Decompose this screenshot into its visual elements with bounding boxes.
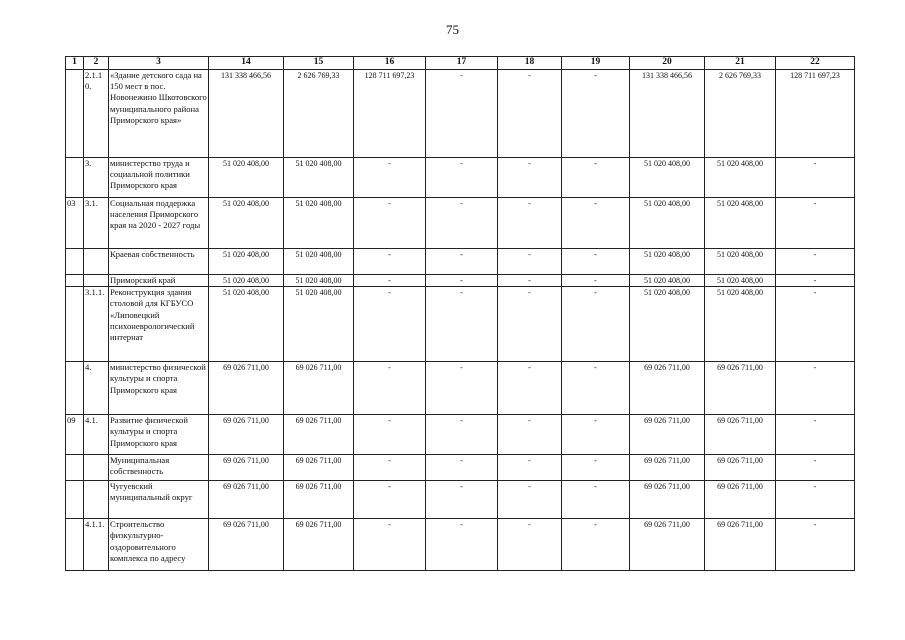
amount-cell: -: [562, 415, 630, 455]
amount-cell: -: [426, 249, 498, 275]
column-header: 16: [354, 57, 426, 70]
amount-cell: -: [498, 158, 562, 198]
amount-cell: -: [354, 275, 426, 287]
amount-cell: 51 020 408,00: [284, 275, 354, 287]
amount-cell: -: [426, 362, 498, 415]
amount-cell: 51 020 408,00: [209, 287, 284, 362]
amount-cell: 69 026 711,00: [284, 415, 354, 455]
amount-cell: 69 026 711,00: [209, 455, 284, 481]
item-name-cell: Социальная поддержка населения Приморского края на 2020 - 2027 годы: [109, 198, 209, 249]
amount-cell: 69 026 711,00: [705, 362, 776, 415]
amount-cell: -: [562, 519, 630, 571]
amount-cell: 51 020 408,00: [209, 198, 284, 249]
amount-cell: 51 020 408,00: [630, 287, 705, 362]
amount-cell: -: [562, 158, 630, 198]
table-row: [66, 198, 855, 249]
amount-cell: -: [776, 415, 855, 455]
amount-cell: -: [776, 249, 855, 275]
amount-cell: -: [354, 158, 426, 198]
amount-cell: 69 026 711,00: [705, 415, 776, 455]
amount-cell: -: [498, 249, 562, 275]
column-header: 22: [776, 57, 855, 70]
amount-cell: 69 026 711,00: [209, 519, 284, 571]
column-header: 2: [84, 57, 109, 70]
budget-table: [65, 56, 855, 571]
amount-cell: 51 020 408,00: [284, 249, 354, 275]
table-row: [66, 249, 855, 275]
amount-cell: 69 026 711,00: [284, 455, 354, 481]
amount-cell: 128 711 697,23: [776, 70, 855, 158]
amount-cell: 51 020 408,00: [630, 158, 705, 198]
amount-cell: -: [498, 415, 562, 455]
amount-cell: 69 026 711,00: [705, 455, 776, 481]
column-header: 17: [426, 57, 498, 70]
section-code-cell: [66, 481, 84, 519]
item-name-cell: Развитие физической культуры и спорта Приморского края: [109, 415, 209, 455]
table-row: [66, 415, 855, 455]
amount-cell: 131 338 466,56: [630, 70, 705, 158]
amount-cell: -: [354, 481, 426, 519]
item-name-cell: министерство физической культуры и спорта Приморского края: [109, 362, 209, 415]
section-code-cell: [66, 362, 84, 415]
amount-cell: 69 026 711,00: [630, 519, 705, 571]
amount-cell: 69 026 711,00: [284, 519, 354, 571]
amount-cell: -: [776, 481, 855, 519]
table-row: [66, 70, 855, 158]
column-header: 21: [705, 57, 776, 70]
amount-cell: 69 026 711,00: [209, 362, 284, 415]
item-name-cell: министерство труда и социальной политики Приморского края: [109, 158, 209, 198]
section-code-cell: [66, 287, 84, 362]
amount-cell: 51 020 408,00: [630, 275, 705, 287]
amount-cell: -: [426, 70, 498, 158]
amount-cell: 51 020 408,00: [209, 275, 284, 287]
amount-cell: -: [354, 519, 426, 571]
amount-cell: -: [776, 362, 855, 415]
item-name-cell: Приморский край: [109, 275, 209, 287]
amount-cell: -: [776, 275, 855, 287]
item-number-cell: 4.: [84, 362, 109, 415]
table-row: [66, 455, 855, 481]
amount-cell: -: [354, 415, 426, 455]
item-number-cell: [84, 455, 109, 481]
amount-cell: 69 026 711,00: [284, 362, 354, 415]
amount-cell: -: [562, 287, 630, 362]
amount-cell: -: [562, 70, 630, 158]
column-header: 20: [630, 57, 705, 70]
item-number-cell: 2.1.1 0.: [84, 70, 109, 158]
table-row: [66, 287, 855, 362]
amount-cell: -: [562, 198, 630, 249]
table-row: [66, 362, 855, 415]
amount-cell: -: [426, 287, 498, 362]
amount-cell: 2 626 769,33: [284, 70, 354, 158]
amount-cell: 131 338 466,56: [209, 70, 284, 158]
amount-cell: -: [776, 455, 855, 481]
item-number-cell: [84, 481, 109, 519]
amount-cell: 51 020 408,00: [630, 198, 705, 249]
amount-cell: -: [498, 287, 562, 362]
amount-cell: -: [426, 519, 498, 571]
header-row: [66, 57, 855, 70]
amount-cell: -: [354, 249, 426, 275]
amount-cell: 69 026 711,00: [705, 481, 776, 519]
amount-cell: 51 020 408,00: [630, 249, 705, 275]
table-row: [66, 158, 855, 198]
amount-cell: 51 020 408,00: [284, 198, 354, 249]
column-header: 1: [66, 57, 84, 70]
page-number: 75: [446, 22, 459, 37]
amount-cell: -: [426, 481, 498, 519]
section-code-cell: [66, 519, 84, 571]
amount-cell: -: [562, 362, 630, 415]
amount-cell: -: [426, 415, 498, 455]
item-number-cell: 3.: [84, 158, 109, 198]
amount-cell: -: [776, 158, 855, 198]
amount-cell: -: [426, 455, 498, 481]
amount-cell: 51 020 408,00: [209, 158, 284, 198]
amount-cell: -: [354, 455, 426, 481]
amount-cell: -: [498, 519, 562, 571]
amount-cell: -: [498, 362, 562, 415]
amount-cell: -: [776, 198, 855, 249]
amount-cell: -: [776, 519, 855, 571]
amount-cell: -: [498, 455, 562, 481]
item-number-cell: 4.1.: [84, 415, 109, 455]
column-header: 14: [209, 57, 284, 70]
amount-cell: 51 020 408,00: [705, 249, 776, 275]
amount-cell: 69 026 711,00: [630, 415, 705, 455]
amount-cell: -: [426, 275, 498, 287]
column-header: 3: [109, 57, 209, 70]
item-number-cell: 3.1.1.: [84, 287, 109, 362]
item-number-cell: 4.1.1.: [84, 519, 109, 571]
amount-cell: 69 026 711,00: [209, 415, 284, 455]
section-code-cell: [66, 249, 84, 275]
amount-cell: 51 020 408,00: [705, 287, 776, 362]
item-number-cell: 3.1.: [84, 198, 109, 249]
amount-cell: -: [498, 198, 562, 249]
column-header: 19: [562, 57, 630, 70]
amount-cell: -: [498, 275, 562, 287]
item-name-cell: Краевая собственность: [109, 249, 209, 275]
section-code-cell: [66, 275, 84, 287]
amount-cell: 51 020 408,00: [209, 249, 284, 275]
amount-cell: 69 026 711,00: [284, 481, 354, 519]
amount-cell: -: [426, 198, 498, 249]
amount-cell: -: [498, 481, 562, 519]
amount-cell: -: [426, 158, 498, 198]
section-code-cell: [66, 70, 84, 158]
amount-cell: 69 026 711,00: [209, 481, 284, 519]
amount-cell: 2 626 769,33: [705, 70, 776, 158]
amount-cell: 51 020 408,00: [705, 198, 776, 249]
amount-cell: -: [562, 249, 630, 275]
amount-cell: 51 020 408,00: [705, 158, 776, 198]
amount-cell: 69 026 711,00: [630, 362, 705, 415]
amount-cell: -: [562, 275, 630, 287]
amount-cell: -: [354, 362, 426, 415]
amount-cell: -: [498, 70, 562, 158]
amount-cell: -: [354, 198, 426, 249]
item-name-cell: Реконструкция здания столовой для КГБУСО «Липовецкий психоневрологический интернат: [109, 287, 209, 362]
item-name-cell: Строительство физкультурно-оздоровительного комплекса по адресу: [109, 519, 209, 571]
amount-cell: 128 711 697,23: [354, 70, 426, 158]
section-code-cell: [66, 455, 84, 481]
table-row: [66, 481, 855, 519]
amount-cell: 69 026 711,00: [630, 481, 705, 519]
section-code-cell: 03: [66, 198, 84, 249]
table-row: [66, 275, 855, 287]
amount-cell: -: [562, 481, 630, 519]
amount-cell: 51 020 408,00: [284, 287, 354, 362]
column-header: 18: [498, 57, 562, 70]
column-header: 15: [284, 57, 354, 70]
amount-cell: 69 026 711,00: [705, 519, 776, 571]
item-name-cell: Муниципальная собственность: [109, 455, 209, 481]
item-number-cell: [84, 249, 109, 275]
item-name-cell: «Здание детского сада на 150 мест в пос. Новонежино Шкотовского муниципального района Приморского края»: [109, 70, 209, 158]
section-code-cell: [66, 158, 84, 198]
amount-cell: 69 026 711,00: [630, 455, 705, 481]
amount-cell: -: [776, 287, 855, 362]
item-number-cell: [84, 275, 109, 287]
amount-cell: 51 020 408,00: [284, 158, 354, 198]
item-name-cell: Чугуевский муниципальный округ: [109, 481, 209, 519]
amount-cell: -: [562, 455, 630, 481]
amount-cell: -: [354, 287, 426, 362]
section-code-cell: 09: [66, 415, 84, 455]
amount-cell: 51 020 408,00: [705, 275, 776, 287]
table-row: [66, 519, 855, 571]
